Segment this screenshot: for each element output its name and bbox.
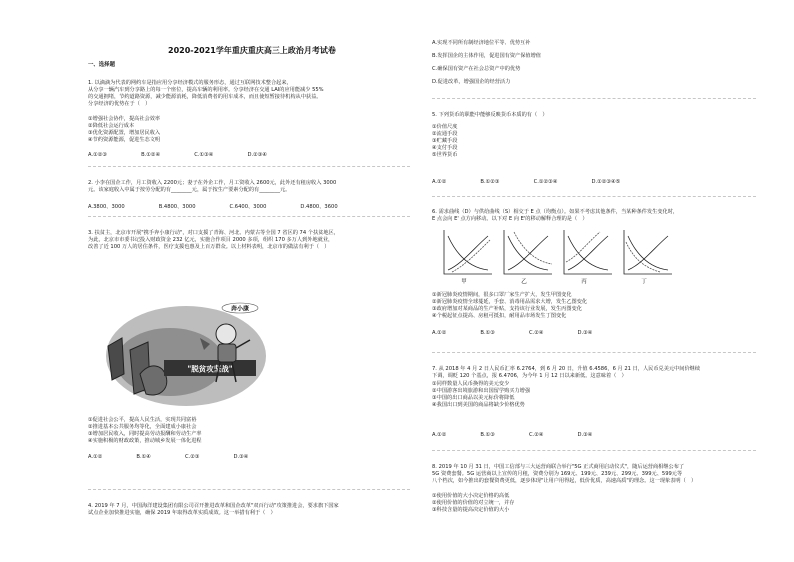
option-b[interactable]: B.①②③ xyxy=(480,179,500,185)
q1-line: 分享经济的优势在于（ ） xyxy=(88,101,151,107)
q8-item: ③科技含量的提高决定价值的大小 xyxy=(432,507,510,513)
q6-item: ④个税起征点提高、房租可抵扣，耐用品市场发生丁图变化 xyxy=(432,313,567,319)
graph-label: 甲 xyxy=(461,279,467,285)
separator xyxy=(432,450,756,451)
option-a[interactable]: A.①② xyxy=(88,454,103,460)
cartoon-top-text: 奔小康 xyxy=(230,305,250,313)
q1-item: ④节约资源能源，促进生态文明 xyxy=(88,137,161,143)
q6-item: ②新冠肺炎疫情全球蔓延，手套、消毒用品需求大增，发生乙图变化 xyxy=(432,299,588,305)
section-heading: 一、选择题 xyxy=(88,62,115,68)
q7-item: ②中国游客出境旅游和出国留学购买力增强 xyxy=(432,388,531,394)
q5-item: ①价值尺度 xyxy=(432,124,458,130)
q2-options xyxy=(88,203,372,210)
separator xyxy=(432,98,756,99)
q2-line: 元。该家庭收入中属于按劳分配的有________元，属于按生产要素分配的有________元。 xyxy=(88,187,291,193)
graph-label: 丁 xyxy=(641,279,647,285)
q1-line: 1. 以滴滴为代表的网约车是指应用分享经济模式的服务形态，通过互联网技术整合起来， xyxy=(88,80,292,86)
q3-options xyxy=(88,454,282,460)
q6-item: ①新冠肺炎疫情期间，很多口罩厂家生产扩大，发生甲图变化 xyxy=(432,292,572,298)
option-a[interactable]: A.①② xyxy=(432,330,447,336)
q8-line: 八个档次，如今推出的套餐资费更低，逐步体现"让用户用得起，低价优质，高速高质"的理念。这一现象表明（ ） xyxy=(432,478,697,484)
q4-option[interactable]: B.发挥国企的主体作用，促进国有资产保值增值 xyxy=(432,53,541,59)
q5-item: ③贮藏手段 xyxy=(432,138,458,144)
graph-bing xyxy=(564,230,612,285)
q3-item: ②推进基本公共服务均等化，全面建成小康社会 xyxy=(88,424,197,430)
option-d[interactable]: D.③④ xyxy=(577,432,593,438)
option-a[interactable]: A.①② xyxy=(432,432,447,438)
q7-options xyxy=(432,432,626,438)
q3-line: 改善了近 100 万人的居住条件，医疗支援也惠及上百万群众。以上材料表明，北京市的做法有利于（ ） xyxy=(88,244,330,250)
q1-item: ②降低社会运行成本 xyxy=(88,123,135,129)
option-d[interactable]: D.②③④ xyxy=(247,152,268,158)
q3-line: 3. 扶贫主，北京市开展"携手奔小康行动"，对口支援了青海、河北、内蒙古等全国 7 省区的 74 个扶贫地区， xyxy=(88,230,339,236)
q7-item: ①同样数量人民币换得的美元变少 xyxy=(432,381,510,387)
q2-line: 2. 小李在国企工作，月工资收入 2200元；妻子在外企工作，月工资收入 2600元，此外还有租房收入 3000 xyxy=(88,180,337,186)
graph-yi xyxy=(504,230,552,285)
q4-line: 4. 2019 年 7 月，中国海洋建设集团有限公司召开推进改革和国企改革"双百行动"攻策推进会，要求旗下国家 xyxy=(88,503,339,509)
q1-options xyxy=(88,152,301,158)
q3-item: ③增加居民收入，同时提高劳动报酬和劳动生产率 xyxy=(88,431,202,437)
q1-line: 从分享一辆汽车到分享路上的每一个座位，提高车辆的利用率。分享经济在交通 LAI的应用能减少 55% xyxy=(88,87,324,93)
separator xyxy=(88,216,410,217)
option-d[interactable]: D.③④ xyxy=(577,330,593,336)
graph-jia xyxy=(444,230,492,285)
q3-item: ①促进社会公平，提高人民生活，实现共同富裕 xyxy=(88,417,197,423)
q5-item: ②流通手段 xyxy=(432,131,458,137)
option-c[interactable]: C.①③④ xyxy=(194,152,214,158)
q7-item: ③中国的出口商品以美元标价将降低 xyxy=(432,395,515,401)
q3-item: ④实施积极的财政政策，推动城乡发展一体化进程 xyxy=(88,438,202,444)
q4-option[interactable]: C.确保国有资产在社会总资产中的优势 xyxy=(432,66,521,72)
q1-item: ①增强社会协作，提高社会效率 xyxy=(88,116,161,122)
option-a[interactable]: A.①② xyxy=(432,179,447,185)
option-b[interactable]: B.①③ xyxy=(480,330,495,336)
option-a[interactable]: A.①②③ xyxy=(88,152,108,158)
separator xyxy=(88,489,410,490)
q4-line: 试点企业加快推进实施，确保 2019 年取得改革实质成效。这一举措有利于（ ） xyxy=(88,510,276,516)
q6-line: E 点会向 E' 点方向移动。以下对 E 向 E'的移动解释合理的是（ ） xyxy=(432,216,588,222)
q6-options xyxy=(432,330,626,336)
q1-line: 的交通拥堵，节约道路资源，减少能源消耗，降低消费者的用车成本，而且使短暂接待机构从中获益。 xyxy=(88,94,322,100)
separator xyxy=(432,352,756,353)
q4-option[interactable]: A.实现不同所有制经济地位平等、优势互补 xyxy=(432,40,531,46)
option-d[interactable]: D.4800、3600 xyxy=(300,204,338,210)
option-a[interactable]: A.3800、3000 xyxy=(88,204,125,210)
q8-item: ①使用价值的大小决定价格的高低 xyxy=(432,493,510,499)
exam-title: 2020-2021学年重庆重庆高三上政治月考试卷 xyxy=(168,46,336,55)
option-b[interactable]: B.4800、3000 xyxy=(158,204,196,210)
q4-option[interactable]: D.促进改革，增强国企的经营活力 xyxy=(432,79,511,85)
separator xyxy=(88,166,410,167)
option-c[interactable]: C.②③ xyxy=(184,454,200,460)
q5-options xyxy=(432,179,654,185)
q7-line: 下调，调贬 120 个基点，报 6.4706，为今年 1 月 12 日以来新低。这意味着（ ） xyxy=(432,373,627,379)
supply-demand-graphs xyxy=(438,228,678,286)
q5-item: ⑤世界货币 xyxy=(432,152,458,158)
q8-line: 8. 2019 年 10 月 31 日，中国工信部与三大运营商联合举行"5G 正式商用启动仪式"，随后运营商相继公布了 xyxy=(432,464,685,470)
option-b[interactable]: B.①④ xyxy=(136,454,151,460)
graph-ding xyxy=(624,230,672,285)
option-b[interactable]: B.①③ xyxy=(480,432,495,438)
q6-line: 6. 需求曲线（D）与供给曲线（S）相交于 E 点（均衡点）。如果不考虑其他条件，当某种条件发生变化时， xyxy=(432,209,679,215)
q7-item: ④我国出口到美国的商品将缺少价格优势 xyxy=(432,402,525,408)
q8-item: ②使用价值的价值的对立统一，并存 xyxy=(432,500,515,506)
option-c[interactable]: C.②④ xyxy=(528,432,544,438)
q8-line: 5G 资费套餐。5G 运营商以上宣传的月租，资费分别为 169元、199元、239元、299元、399元、599元等 xyxy=(432,471,683,477)
option-d[interactable]: D.③④ xyxy=(233,454,249,460)
option-c[interactable]: C.6400、3000 xyxy=(229,204,267,210)
q7-line: 7. 从 2018 年 4 月 2 日人民币汇率 6.2764，到 6 月 20 日，升值 6.4586，6 月 21 日，人民币兑美元中间价继续 xyxy=(432,366,701,372)
separator xyxy=(432,196,756,197)
q1-item: ③优化资源配置，增加居民收入 xyxy=(88,130,161,136)
q5-line: 5. 下列货币的职能中能够反映货币本质的有（ ） xyxy=(432,112,548,118)
graph-label: 乙 xyxy=(521,279,527,285)
cartoon-banner-text: "脱贫攻坚战" xyxy=(187,364,233,374)
q6-item: ③政府增加对某商品的生产补贴，支持该行业发展，发生丙图变化 xyxy=(432,306,582,312)
option-c[interactable]: C.②④ xyxy=(528,330,544,336)
option-d[interactable]: D.①②③④⑤ xyxy=(591,179,621,185)
cartoon-illustration xyxy=(100,302,272,410)
graph-label: 丙 xyxy=(581,279,587,285)
option-b[interactable]: B.①②④ xyxy=(141,152,161,158)
option-c[interactable]: C.①②③④ xyxy=(533,179,558,185)
q5-item: ④支付手段 xyxy=(432,145,458,151)
q3-line: 为此，北京市市委书记投入财政资金 232 亿元，实施合作项目 2000 多项，组织 170 多万人到外地就业， xyxy=(88,237,334,243)
